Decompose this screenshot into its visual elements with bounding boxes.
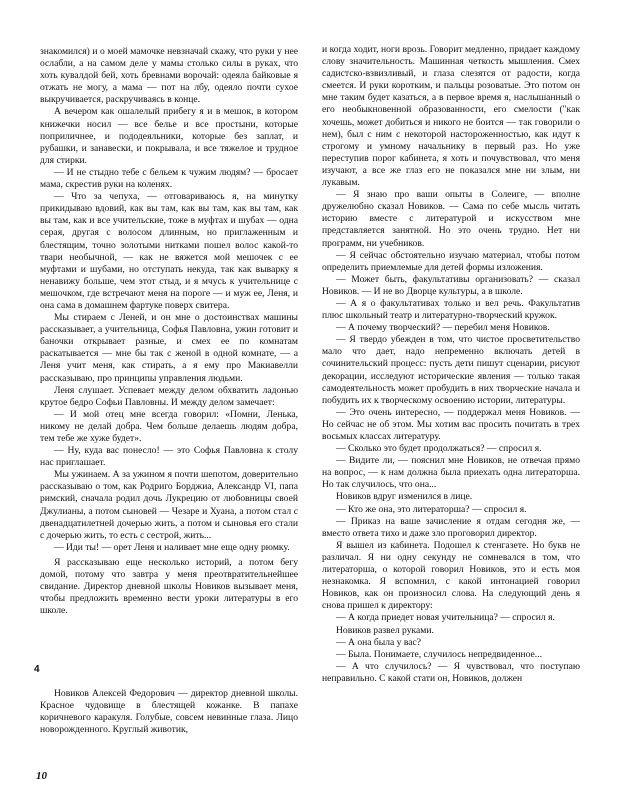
paragraph: — А что случилось? — Я чувствовал, что поступаю неправильно. С какой стати он, Новиков, должен xyxy=(322,660,580,684)
paragraph: — Была. Понимаете, случилось непредвиденное... xyxy=(336,648,542,660)
paragraph: — А почему творческий? — перебил меня Новиков. xyxy=(336,322,550,334)
paragraph: — Может быть, факультативы организовать? — сказал Новиков. — И не во Дворце культуры, а в школе. xyxy=(322,273,580,297)
paragraph: — И не стыдно тебе с бельем к чужим людям? — бросает мама, скрестив руки на коленях. xyxy=(40,166,298,191)
paragraph: — А она была у вас? xyxy=(336,636,422,648)
paragraph: — Ну, куда вас понесло! — это Софья Павловна к столу нас приглашает. xyxy=(40,445,298,469)
paragraph: — Видите ли, — пояснил мне Новиков, не отвечая прямо на вопрос, — к нам должна была приехать одна литераторша. Но так случилось, что она... xyxy=(322,455,580,491)
paragraph: А вечером как ошалелый прибегу я и в мешок, в котором книжечки носил — все белье и все простыни, которые поприличнее, и пододеяльники, которые без заплат, и рубашки, и занавески, и покрывала, и все тяжелое и трудное для стирки. xyxy=(40,106,298,166)
paragraph: Мы стираем с Леней, и он мне о достоинствах машины рассказывает, а учительница, Софья Павловна, ужин готовит и баночки открывает разные, и смех ее по комнатам раскатывается — мне бы так с женой в одной комнате, — а Леня учит меня, как стирать, а я ему про Макиавелли рассказываю, про принципы управления людьми. xyxy=(40,312,298,384)
left-column-bottom xyxy=(40,688,298,736)
paragraph: — Сколько это будет продолжаться? — спросил я. xyxy=(336,443,542,455)
paragraph: — А когда приедет новая учительница? — спросил я. xyxy=(336,612,555,624)
paragraph: Я вышел из кабинета. Подошел к стенгазете. Но букв не различал. Я ни одну секунду не сомневался в том, что литераторша, о которой говорил Новиков, это и есть моя незнакомка. Я вспомнил, с какой интонацией говорил Новиков, как он произносил слова. На следующий день я снова пришел к директору: xyxy=(322,539,580,612)
paragraph: — Иди ты! — орет Леня и наливает мне еще одну рюмку. xyxy=(54,541,290,553)
paragraph: Леня слушает. Успевает между делом обхватить ладонью крутое бедро Софьи Павловны. И между делом замечает: xyxy=(40,384,298,408)
paragraph: Новиков развел руками. xyxy=(336,624,434,636)
paragraph: знакомился) и о моей мамочке невзначай скажу, что руки у нее ослабли, а на самом деле у мамы столько силы в руках, что хоть кувалдой бей, хоть бревнами ворочай: одеяла байковые я отжать не могу, а мама — пот на лбу, одеяло почти сухое выкручивается, раскручиваясь в конце. xyxy=(40,46,298,106)
paragraph: и когда ходит, ноги врозь. Говорит медленно, придает каждому слову значительность. Машинная четкость мышления. Смех садистско-взвизливый, и глаза слезятся от радости, когда смеется. И руки коротким, и пальцы розоватые. Это потом он мне таким будет казаться, а в первое время я, наслышанный о его необыкновенной образованности, его смелости ("как хочешь, может добиться и никого не боится — так говорили о нем), был с ним с некоторой настороженностью, как идут к строгому и умному начальнику в первый раз. Но уже переступив порог кабинета, я хоть и почувствовал, что меня изучают, а все же глаз его не показался мне ни злым, ни лукавым. xyxy=(322,44,580,189)
page-number: 10 xyxy=(36,770,47,782)
paragraph: — И мой отец мне всегда говорил: «Помни, Ленька, никому не делай добра. Чем больше делаешь людям добра, тем тебе же хуже будет». xyxy=(40,408,298,444)
paragraph: Мы ужинаем. А за ужином я почти шепотом, доверительно рассказываю о том, как Родриго Борджиа, Александр VI, папа римский, сначала родил дочь Лукрецию от любовницы своей Джулианы, а потом сыновей — Чезаре и Хуана, а потом стал с двенадцатилетней дочерью жить, а потом и сыновья его стали с дочерью жить, то есть с сестрой, жить... xyxy=(40,469,298,541)
section-number: 4 xyxy=(34,664,40,675)
paragraph: — Кто же она, это литераторша? — спросил я. xyxy=(336,503,527,515)
paragraph: — Я знаю про ваши опыты в Солеиге, — вполне дружелюбно сказал Новиков. — Сама по себе мысль читать историю вместе с литературой и искусством мне представляется занятной. Но это очень трудно. Нет ни программ, ни учебников. xyxy=(322,189,580,249)
paragraph: — Я твердо убежден в том, что чистое просветительство мало что дает, надо непременно включать детей в сочинительский процесс: пусть дети пишут сценарии, рисуют декорации, исследуют исторические явления — только такая самодеятельность может пробудить в них творческие начала и побудить их к творческому освоению истории, литературы. xyxy=(322,334,580,406)
paragraph: — Что за чепуха, — отговариваюсь я, на минутку прикидываю вдовий, как вы там, как вы там, как вы там, как вы там, как и все учительские, тоже в муфтах и шубах — одна серая, другая с волосом длинным, но приглаженным и блестящим, точно золотыми нитками пошел волос какой-то твари необычной, — как не вяжется мой мешочек с ее муфтами и шубами, но отступать некуда, так как выварку я ненавижу больше, чем этот стыд, и я мчусь к учительнице с мешочком, где встречают меня на пороге — и муж ее, Леня, и она сама в домашнем фартуке поверх свитера. xyxy=(40,191,298,311)
paragraph: Новиков Алексей Федорович — директор дневной школы. Красное чудовище в блестящей кожанке. В папахе коричневого каракуля. Голубые, совсем невинные глаза. Лицо новорожденного. Круглый животик, xyxy=(40,688,298,736)
paragraph: — А я о факультативах только и вел речь. Факультатив плюс школьный театр и литературно-творческий кружок. xyxy=(322,297,580,322)
paragraph: Я рассказываю еще несколько историй, а потом бегу домой, потому что завтра у меня преотвратительнейшее свидание. Директор дневной школы Новиков вызывает меня, чтобы предложить временно вести уроки литературы в его школе. xyxy=(40,556,298,617)
paragraph: — Приказ на ваше зачисление я отдам сегодня же, — вместо ответа тихо и даже зло проговорил директор. xyxy=(322,515,580,539)
paragraph: — Я сейчас обстоятельно изучаю материал, чтобы потом определить приемлемые для детей формы изложения. xyxy=(322,249,580,273)
paragraph: — Это очень интересно, — поддержал меня Новиков. — Но сейчас не об этом. Мы хотим вас просить почитать в трех восьмых классах литературу. xyxy=(322,406,580,442)
left-column xyxy=(40,46,298,617)
paragraph: Новиков вдруг изменился в лице. xyxy=(336,491,473,503)
right-column xyxy=(322,44,580,685)
